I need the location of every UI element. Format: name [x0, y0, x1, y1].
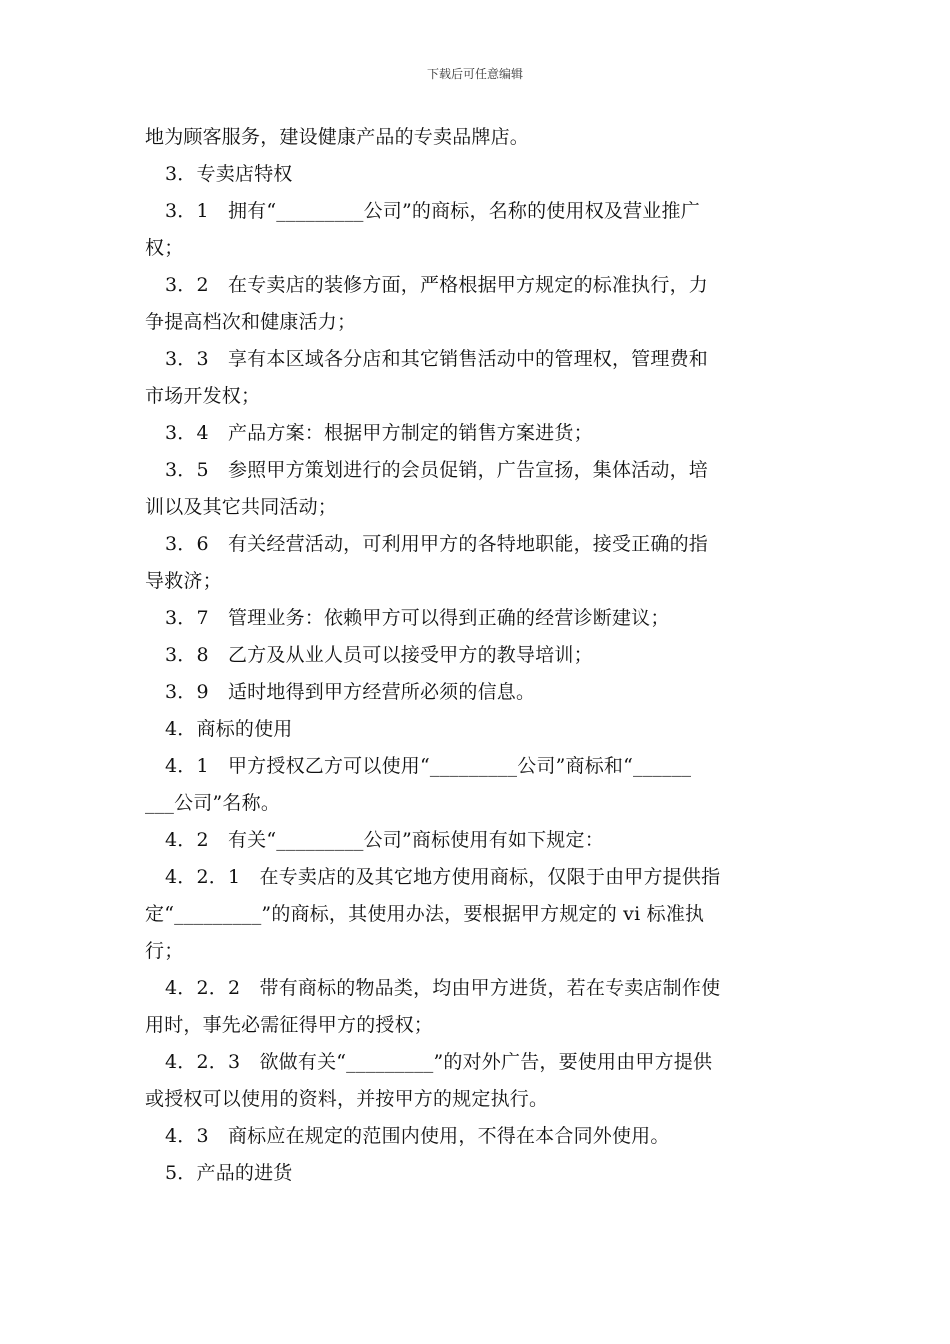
text-line: 3．4 产品方案：根据甲方制定的销售方案进货；: [165, 422, 593, 444]
text-line: 4．2．3 欲做有关“_________”的对外广告，要使用由甲方提供: [165, 1051, 713, 1073]
text-line: 用时，事先必需征得甲方的授权；: [145, 1014, 434, 1036]
text-line: 4．2．2 带有商标的物品类，均由甲方进货，若在专卖店制作使: [165, 977, 721, 999]
text-line: 行；: [145, 940, 184, 962]
text-line: 导救济；: [145, 570, 222, 592]
text-line: 3．9 适时地得到甲方经营所必须的信息。: [165, 681, 536, 703]
text-line: 5．产品的进货: [165, 1162, 293, 1184]
text-line: 3．6 有关经营活动，可利用甲方的各特地职能，接受正确的指: [165, 533, 708, 555]
text-line: 3．5 参照甲方策划进行的会员促销，广告宣扬，集体活动，培: [165, 459, 708, 481]
text-line: 3．8 乙方及从业人员可以接受甲方的教导培训；: [165, 644, 593, 666]
text-line: 3．7 管理业务：依赖甲方可以得到正确的经营诊断建议；: [165, 607, 670, 629]
text-line: 3．2 在专卖店的装修方面，严格根据甲方规定的标准执行，力: [165, 274, 708, 296]
page-header: 下载后可任意编辑: [426, 67, 523, 81]
text-line: 3．专卖店特权: [165, 163, 293, 185]
text-line: 3．3 享有本区域各分店和其它销售活动中的管理权，管理费和: [165, 348, 708, 370]
text-line: ___公司”名称。: [145, 792, 281, 814]
text-line: 3．1 拥有“_________公司”的商标，名称的使用权及营业推广: [165, 200, 700, 222]
document-body: [145, 119, 807, 1192]
text-line: 争提高档次和健康活力；: [145, 311, 357, 333]
text-line: 4．2．1 在专卖店的及其它地方使用商标，仅限于由甲方提供指: [165, 866, 721, 888]
text-line: 4．2 有关“_________公司”商标使用有如下规定：: [165, 829, 604, 851]
text-line: 4．1 甲方授权乙方可以使用“_________公司”商标和“______: [165, 755, 692, 777]
text-line: 4．商标的使用: [165, 718, 293, 740]
text-line: 市场开发权；: [145, 385, 261, 407]
text-line: 定“_________”的商标，其使用办法，要根据甲方规定的 vi 标准执: [145, 903, 705, 925]
text-line: 或授权可以使用的资料，并按甲方的规定执行。: [145, 1088, 549, 1110]
text-line: 权；: [145, 237, 184, 259]
text-line: 地为顾客服务，建设健康产品的专卖品牌店。: [145, 126, 530, 148]
text-line: 训以及其它共同活动；: [145, 496, 338, 518]
text-line: 4．3 商标应在规定的范围内使用，不得在本合同外使用。: [165, 1125, 670, 1147]
